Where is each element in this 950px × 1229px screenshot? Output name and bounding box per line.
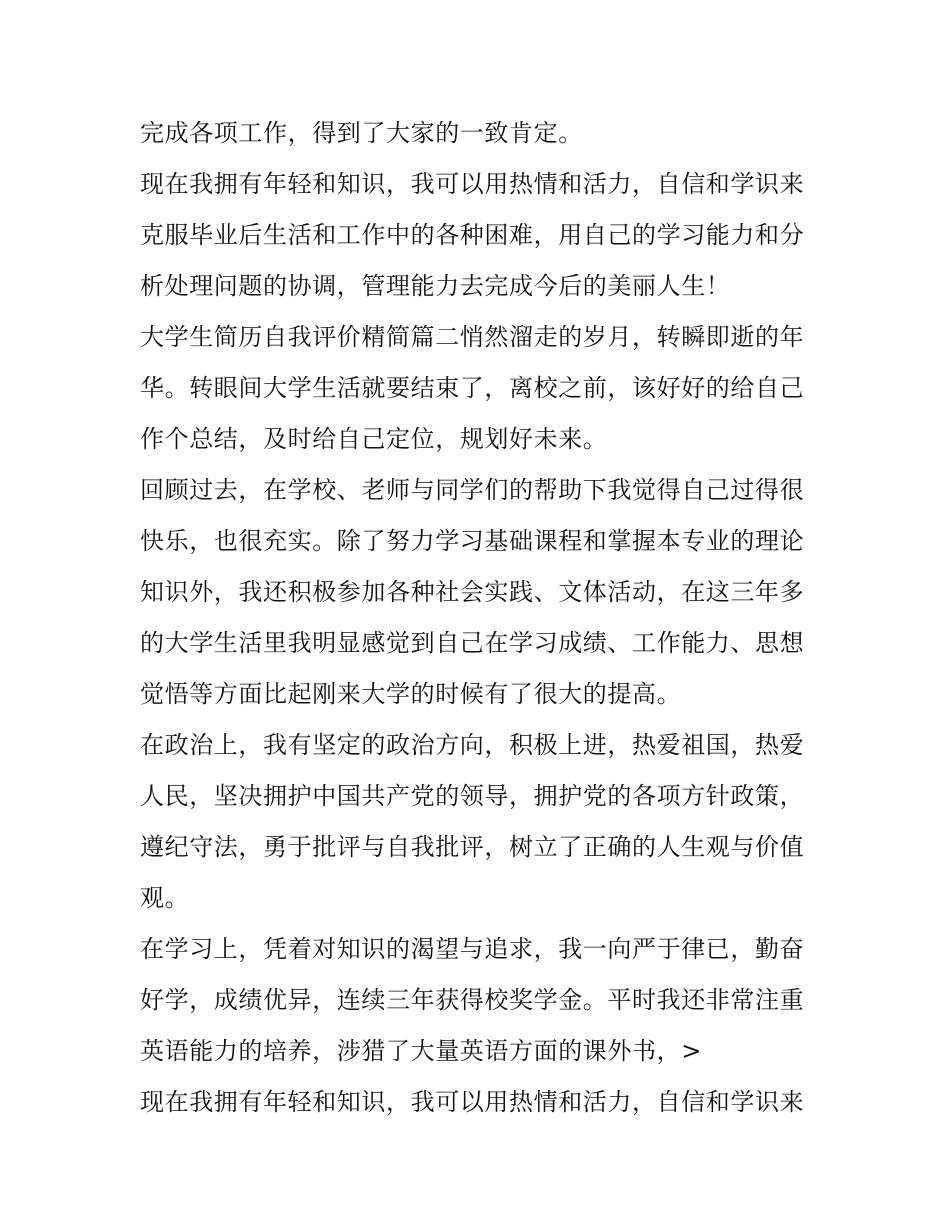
text-line: 英语能力的培养，涉猎了大量英语方面的课外书，> [140, 1037, 702, 1065]
text-line: 析处理问题的协调，管理能力去完成今后的美丽人生！ [140, 272, 731, 300]
text-line: 在政治上，我有坚定的政治方向，积极上进，热爱祖国，热爱 [140, 731, 805, 759]
text-line: 觉悟等方面比起刚来大学的时候有了很大的提高。 [140, 680, 682, 708]
text-line: 的大学生活里我明显感觉到自己在学习成绩、工作能力、思想 [140, 629, 805, 657]
text-line: 大学生简历自我评价精简篇二悄然溜走的岁月，转瞬即逝的年 [140, 323, 805, 351]
text-line: 华。转眼间大学生活就要结束了，离校之前，该好好的给自己 [140, 374, 805, 402]
text-line: 好学，成绩优异，连续三年获得校奖学金。平时我还非常注重 [140, 986, 805, 1014]
text-line: 现在我拥有年轻和知识，我可以用热情和活力，自信和学识来 [140, 170, 805, 198]
text-line: 在学习上，凭着对知识的渴望与追求，我一向严于律已，勤奋 [140, 935, 805, 963]
text-line: 作个总结，及时给自己定位，规划好未来。 [140, 425, 608, 453]
text-line: 克服毕业后生活和工作中的各种困难，用自己的学习能力和分 [140, 221, 805, 249]
text-line: 遵纪守法，勇于批评与自我批评，树立了正确的人生观与价值 [140, 833, 805, 861]
text-line: 现在我拥有年轻和知识，我可以用热情和活力，自信和学识来 [140, 1088, 805, 1116]
text-line: 快乐，也很充实。除了努力学习基础课程和掌握本专业的理论 [140, 527, 805, 555]
text-line: 人民，坚决拥护中国共产党的领导，拥护党的各项方针政策， [140, 782, 805, 810]
text-line: 完成各项工作，得到了大家的一致肯定。 [140, 119, 583, 147]
document-body [140, 108, 820, 1128]
text-line: 观。 [140, 884, 190, 912]
text-line: 回顾过去，在学校、老师与同学们的帮助下我觉得自己过得很 [140, 476, 805, 504]
text-line: 知识外，我还积极参加各种社会实践、文体活动，在这三年多 [140, 578, 805, 606]
